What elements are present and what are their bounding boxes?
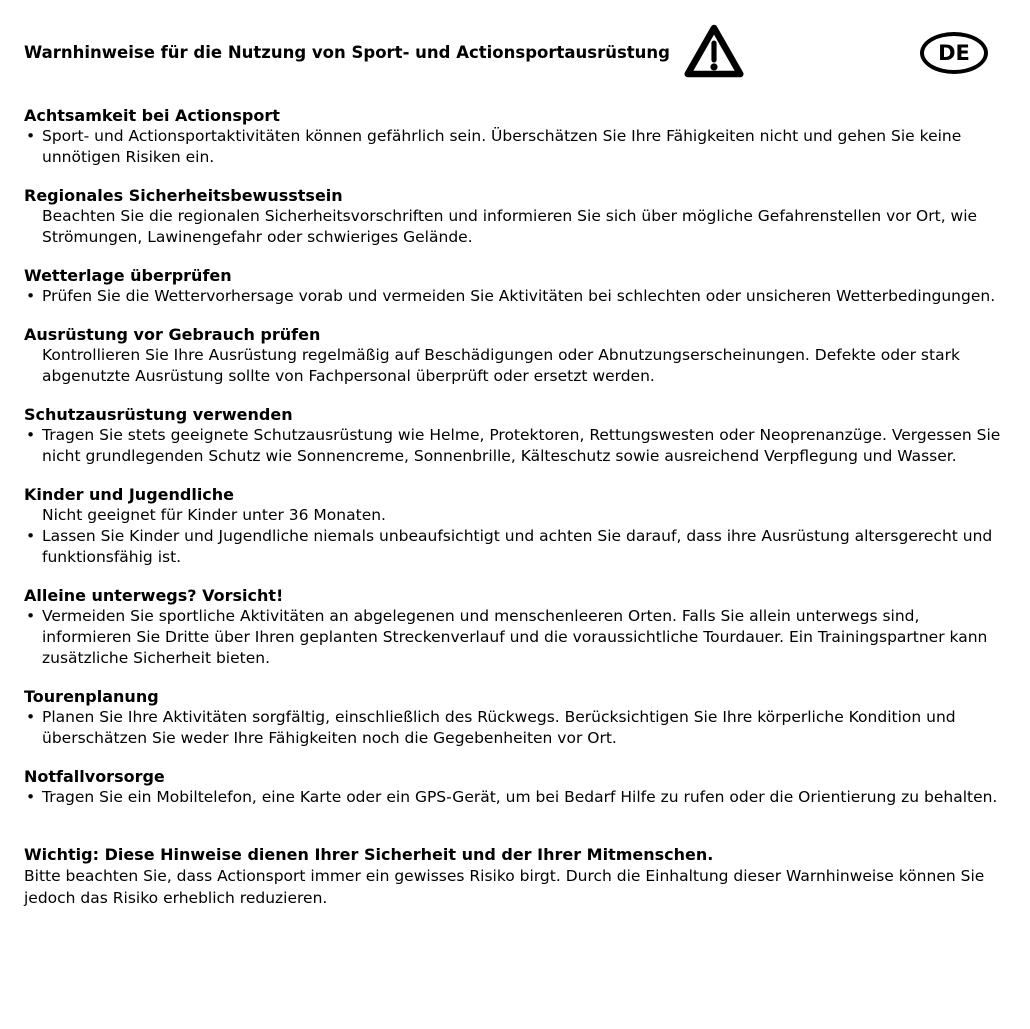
warning-triangle-icon <box>684 22 744 84</box>
bullet-marker: • <box>26 788 36 806</box>
section-heading: Ausrüstung vor Gebrauch prüfen <box>24 325 321 344</box>
section-item <box>24 505 1006 526</box>
section-item <box>24 206 1006 248</box>
bullet-marker: • <box>26 127 36 145</box>
section-item-text: Lassen Sie Kinder und Jugendliche niemals unbeaufsichtigt und achten Sie darauf, dass ihre Ausrüstung altersgerecht und funktionsfähig ist. <box>42 527 993 566</box>
section-item-text: Nicht geeignet für Kinder unter 36 Monaten. <box>42 506 386 524</box>
section-item <box>24 286 1006 307</box>
section-item-text: Kontrollieren Sie Ihre Ausrüstung regelmäßig auf Beschädigungen oder Abnutzungserscheinungen. Defekte oder stark abgenutzte Ausrüstung sollte von Fachpersonal überprüft oder ersetzt werden. <box>42 346 960 385</box>
section-item <box>24 425 1006 467</box>
section-item-text: Beachten Sie die regionalen Sicherheitsvorschriften und informieren Sie sich über mögliche Gefahrenstellen vor Ort, wie Strömungen, Lawinengefahr oder schwieriges Gelände. <box>42 207 978 246</box>
section-item-text: Vermeiden Sie sportliche Aktivitäten an abgelegenen und menschenleeren Orten. Falls Sie allein unterwegs sind, informieren Sie Dritte über Ihren geplanten Streckenverlauf und die voraussichtliche Tourdauer. Ein Trainingspartner kann zusätzliche Sicherheit bieten. <box>42 607 988 667</box>
section-item <box>24 345 1006 387</box>
page-title: Warnhinweise für die Nutzung von Sport- und Actionsportausrüstung <box>24 43 670 63</box>
warning-sections <box>0 82 1030 808</box>
warning-section <box>24 585 1006 669</box>
bullet-marker: • <box>26 287 36 305</box>
section-heading: Wetterlage überprüfen <box>24 266 232 285</box>
section-item-text: Tragen Sie stets geeignete Schutzausrüstung wie Helme, Protektoren, Rettungswesten oder Neoprenanzüge. Vergessen Sie nicht grundlegenden Schutz wie Sonnencreme, Sonnenbrille, Kälteschutz sowie ausreichend Verpflegung und Wasser. <box>42 426 1001 465</box>
section-heading: Tourenplanung <box>24 687 159 706</box>
section-item <box>24 707 1006 749</box>
section-item <box>24 526 1006 568</box>
warning-section <box>24 324 1006 387</box>
section-item <box>24 787 1006 808</box>
section-heading: Notfallvorsorge <box>24 767 165 786</box>
bullet-marker: • <box>26 527 36 545</box>
warning-section <box>24 404 1006 467</box>
section-heading: Achtsamkeit bei Actionsport <box>24 106 280 125</box>
section-item-text: Sport- und Actionsportaktivitäten können gefährlich sein. Überschätzen Sie Ihre Fähigkeiten nicht und gehen Sie keine unnötigen Risiken ein. <box>42 127 962 166</box>
warning-section <box>24 484 1006 568</box>
warning-section <box>24 185 1006 248</box>
warning-section <box>24 686 1006 749</box>
section-heading: Alleine unterwegs? Vorsicht! <box>24 586 284 605</box>
section-item <box>24 126 1006 168</box>
footer-note: Bitte beachten Sie, dass Actionsport immer ein gewisses Risiko birgt. Durch die Einhaltung dieser Warnhinweise können Sie jedoch das Risiko erheblich reduzieren. <box>24 867 985 907</box>
bullet-marker: • <box>26 607 36 625</box>
section-heading: Regionales Sicherheitsbewusstsein <box>24 186 343 205</box>
document-header <box>0 0 1030 82</box>
section-item-text: Planen Sie Ihre Aktivitäten sorgfältig, einschließlich des Rückwegs. Berücksichtigen Sie Ihre körperliche Kondition und überschätzen Sie weder Ihre Fähigkeiten noch die Gegebenheiten vor Ort. <box>42 708 956 747</box>
warning-section <box>24 105 1006 168</box>
section-item <box>24 606 1006 669</box>
language-badge-de: DE <box>920 32 988 74</box>
document-footer <box>0 825 1030 909</box>
footer-important-line: Wichtig: Diese Hinweise dienen Ihrer Sicherheit und der Ihrer Mitmenschen. <box>24 845 714 864</box>
section-heading: Kinder und Jugendliche <box>24 485 235 504</box>
section-item-text: Tragen Sie ein Mobiltelefon, eine Karte oder ein GPS-Gerät, um bei Bedarf Hilfe zu rufen oder die Orientierung zu behalten. <box>42 788 998 806</box>
section-item-text: Prüfen Sie die Wettervorhersage vorab und vermeiden Sie Aktivitäten bei schlechten oder unsicheren Wetterbedingungen. <box>42 287 996 305</box>
warning-section <box>24 265 1006 307</box>
warning-section <box>24 766 1006 808</box>
section-heading: Schutzausrüstung verwenden <box>24 405 293 424</box>
bullet-marker: • <box>26 708 36 726</box>
bullet-marker: • <box>26 426 36 444</box>
